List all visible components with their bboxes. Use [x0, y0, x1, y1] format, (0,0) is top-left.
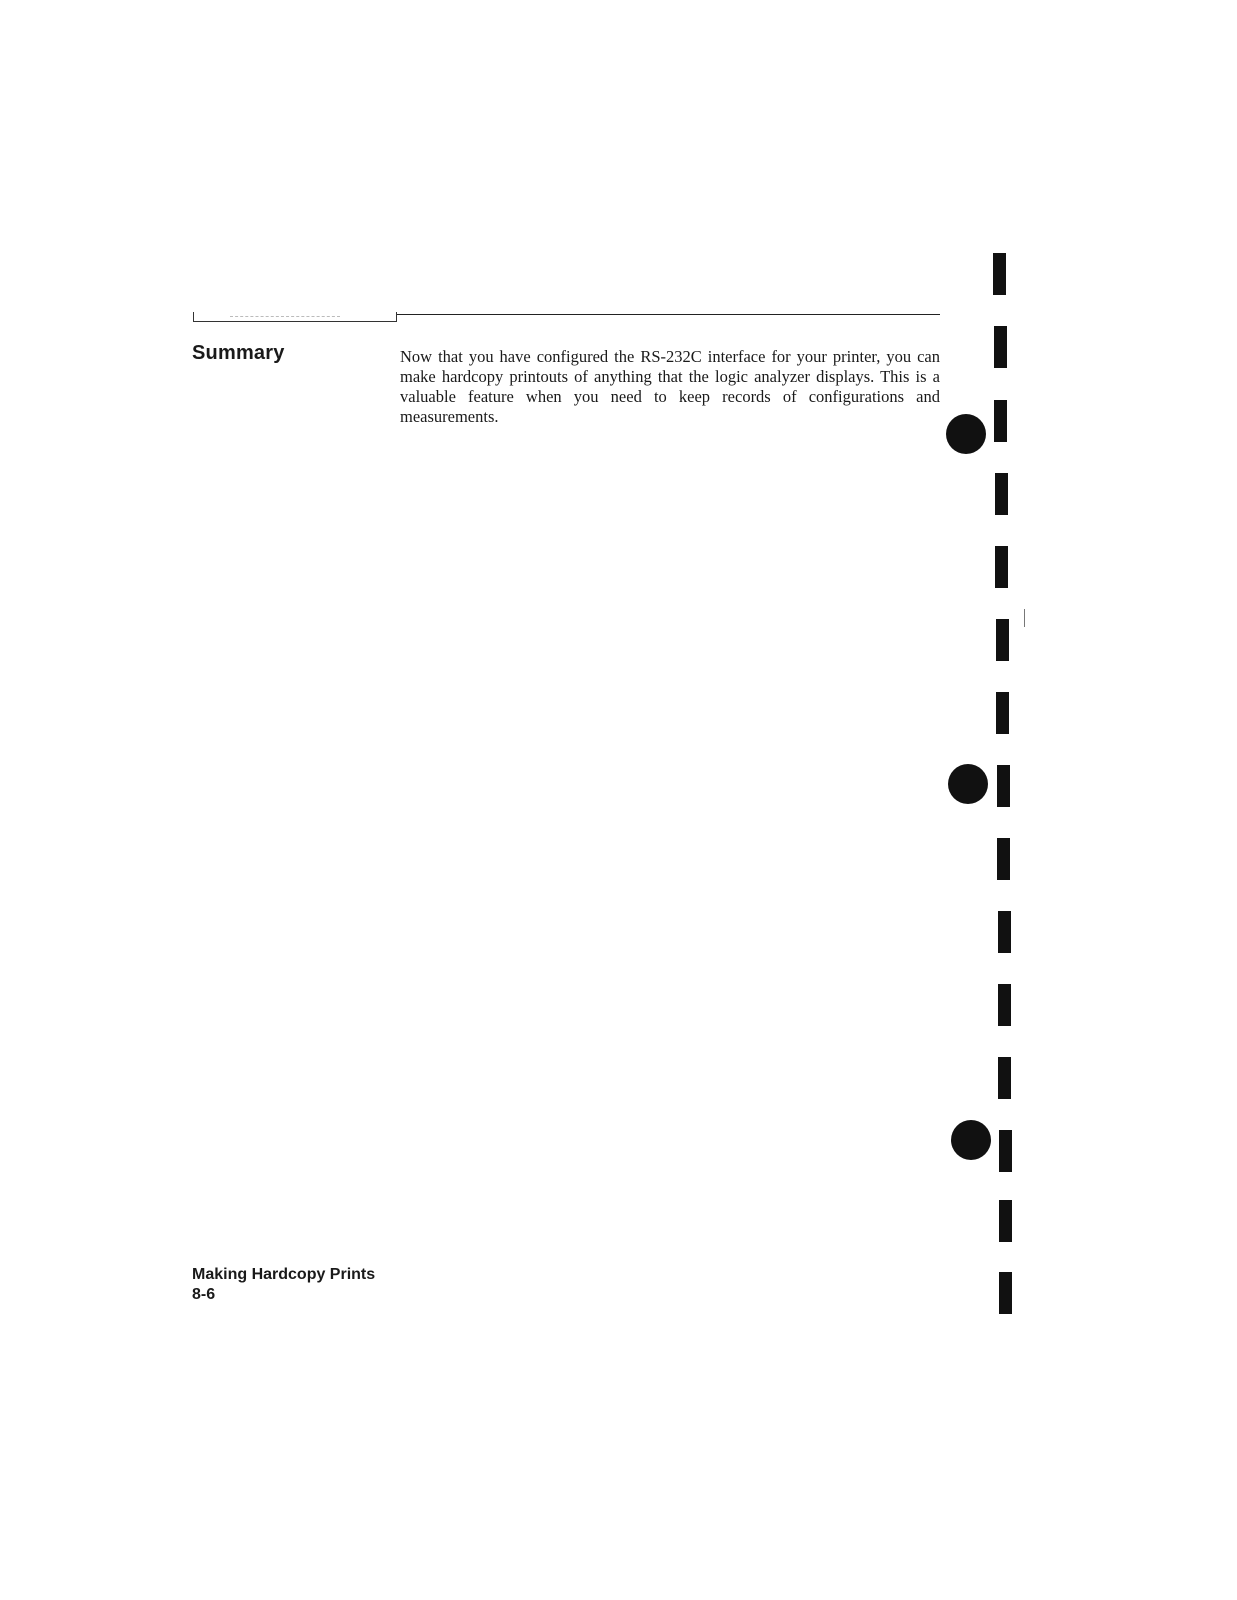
binding-bar — [994, 326, 1007, 368]
page-footer — [192, 1265, 375, 1305]
binding-bar — [999, 1272, 1012, 1314]
binding-bar — [998, 984, 1011, 1026]
binding-bar — [999, 1130, 1012, 1172]
binding-hole — [951, 1120, 991, 1160]
binding-bar — [998, 1057, 1011, 1099]
binding-bar — [996, 692, 1009, 734]
binding-bar — [994, 400, 1007, 442]
section-heading: Summary — [192, 342, 285, 364]
summary-paragraph: Now that you have configured the RS-232C interface for your printer, you can make hardcopy printouts of anything that the logic analyzer displays. This is a valuable feature when you need to keep records of configurations and measurements. — [400, 347, 940, 426]
scan-speck — [1024, 609, 1025, 627]
section-tab-mark — [230, 316, 340, 319]
footer-page-number: 8-6 — [192, 1286, 216, 1303]
binding-bar — [995, 473, 1008, 515]
binding-bar — [996, 619, 1009, 661]
binding-hole — [946, 414, 986, 454]
top-rule — [397, 314, 940, 315]
binding-bar — [998, 911, 1011, 953]
footer-chapter-title: Making Hardcopy Prints — [192, 1266, 376, 1283]
binding-bar — [997, 838, 1010, 880]
binding-bar — [993, 253, 1006, 295]
binding-bar — [995, 546, 1008, 588]
binding-hole — [948, 764, 988, 804]
binding-bar — [997, 765, 1010, 807]
binding-bar — [999, 1200, 1012, 1242]
